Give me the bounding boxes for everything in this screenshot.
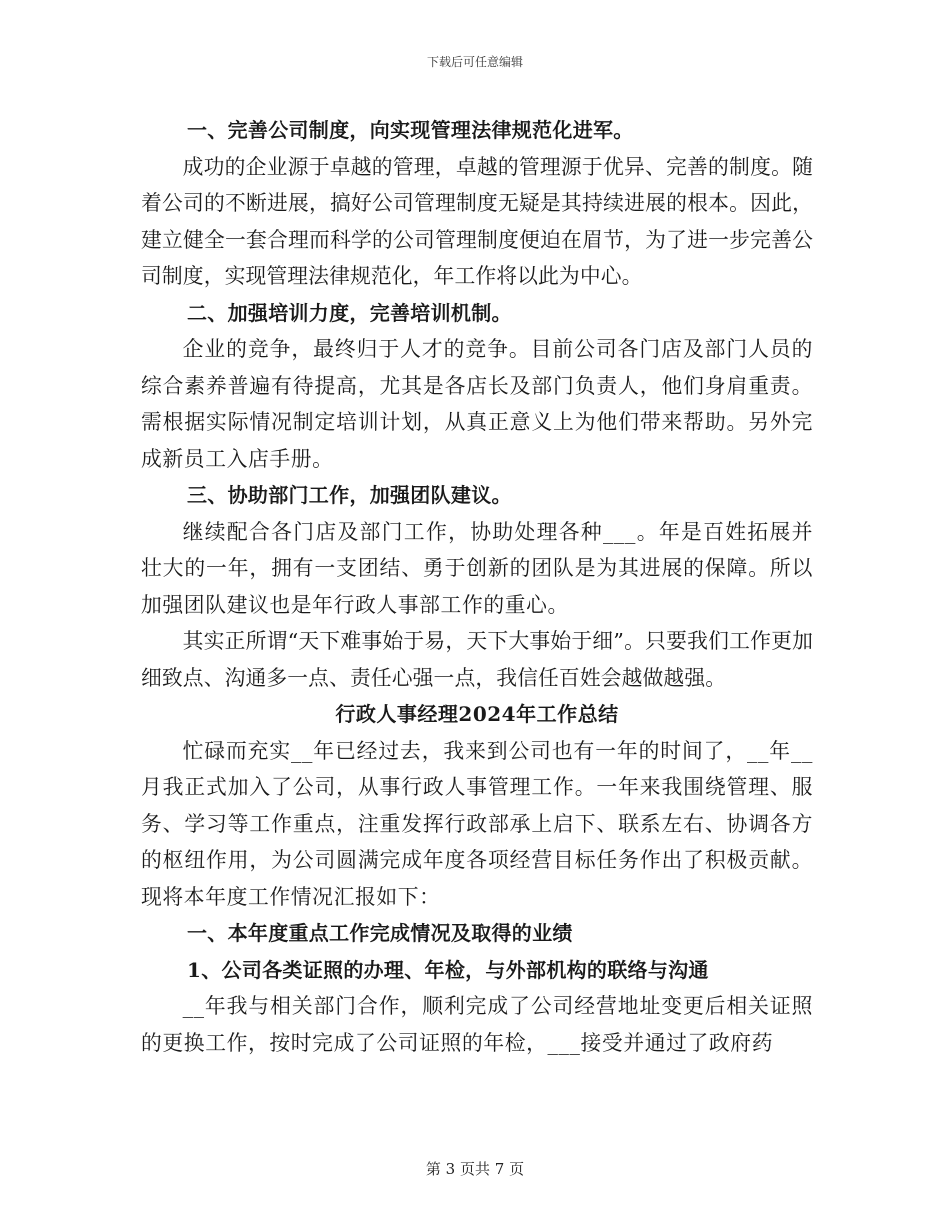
paragraph: 继续配合各门店及部门工作，协助处理各种___。年是百姓拓展并壮大的一年，拥有一支团结、勇于创新的团队是为其进展的保障。所以加强团队建议也是年行政人事部工作的重心。 (141, 519, 813, 617)
paragraph: 企业的竞争，最终归于人才的竞争。目前公司各门店及部门人员的综合素养普遍有待提高，尤其是各店长及部门负责人，他们身肩重责。需根据实际情况制定培训计划，从真正意义上为他们带来帮助。另外完成新员工入店手册。 (141, 337, 813, 471)
section-heading: 三、协助部门工作，加强团队建议。 (187, 483, 512, 507)
paragraph: __年我与相关部门合作，顺利完成了公司经营地址变更后相关证照的更换工作，按时完成了公司证照的年检，___接受并通过了政府药 (141, 994, 813, 1055)
page-footer: 第 3 页共 7 页 (425, 1160, 525, 1178)
page-header: 下载后可任意编辑 (426, 55, 523, 69)
section-heading: 二、加强培训力度，完善培训机制。 (187, 300, 512, 325)
subsection-heading: 1、公司各类证照的办理、年检，与外部机构的联络与沟通 (187, 957, 709, 982)
paragraph: 忙碌而充实__年已经过去，我来到公司也有一年的时间了，__年__月我正式加入了公司，从事行政人事管理工作。一年来我围绕管理、服务、学习等工作重点，注重发挥行政部承上启下、联系左右、协调各方的枢纽作用，为公司圆满完成年度各项经营目标任务作出了积极贡献。现将本年度工作情况汇报如下： (141, 738, 813, 909)
paragraph: 其实正所谓“天下难事始于易，天下大事始于细”。只要我们工作更加细致点、沟通多一点、责任心强一点，我信任百姓会越做越强。 (141, 629, 813, 690)
document-body (141, 112, 813, 1061)
document-title: 行政人事经理2024年工作总结 (335, 702, 619, 726)
section-heading: 一、完善公司制度，向实现管理法律规范化进军。 (187, 118, 634, 142)
section-heading: 一、本年度重点工作完成情况及取得的业绩 (187, 921, 573, 945)
paragraph: 成功的企业源于卓越的管理，卓越的管理源于优异、完善的制度。随着公司的不断进展，搞好公司管理制度无疑是其持续进展的根本。因此，建立健全一套合理而科学的公司管理制度便迫在眉节，为了进一步完善公司制度，实现管理法律规范化，年工作将以此为中心。 (141, 154, 813, 288)
